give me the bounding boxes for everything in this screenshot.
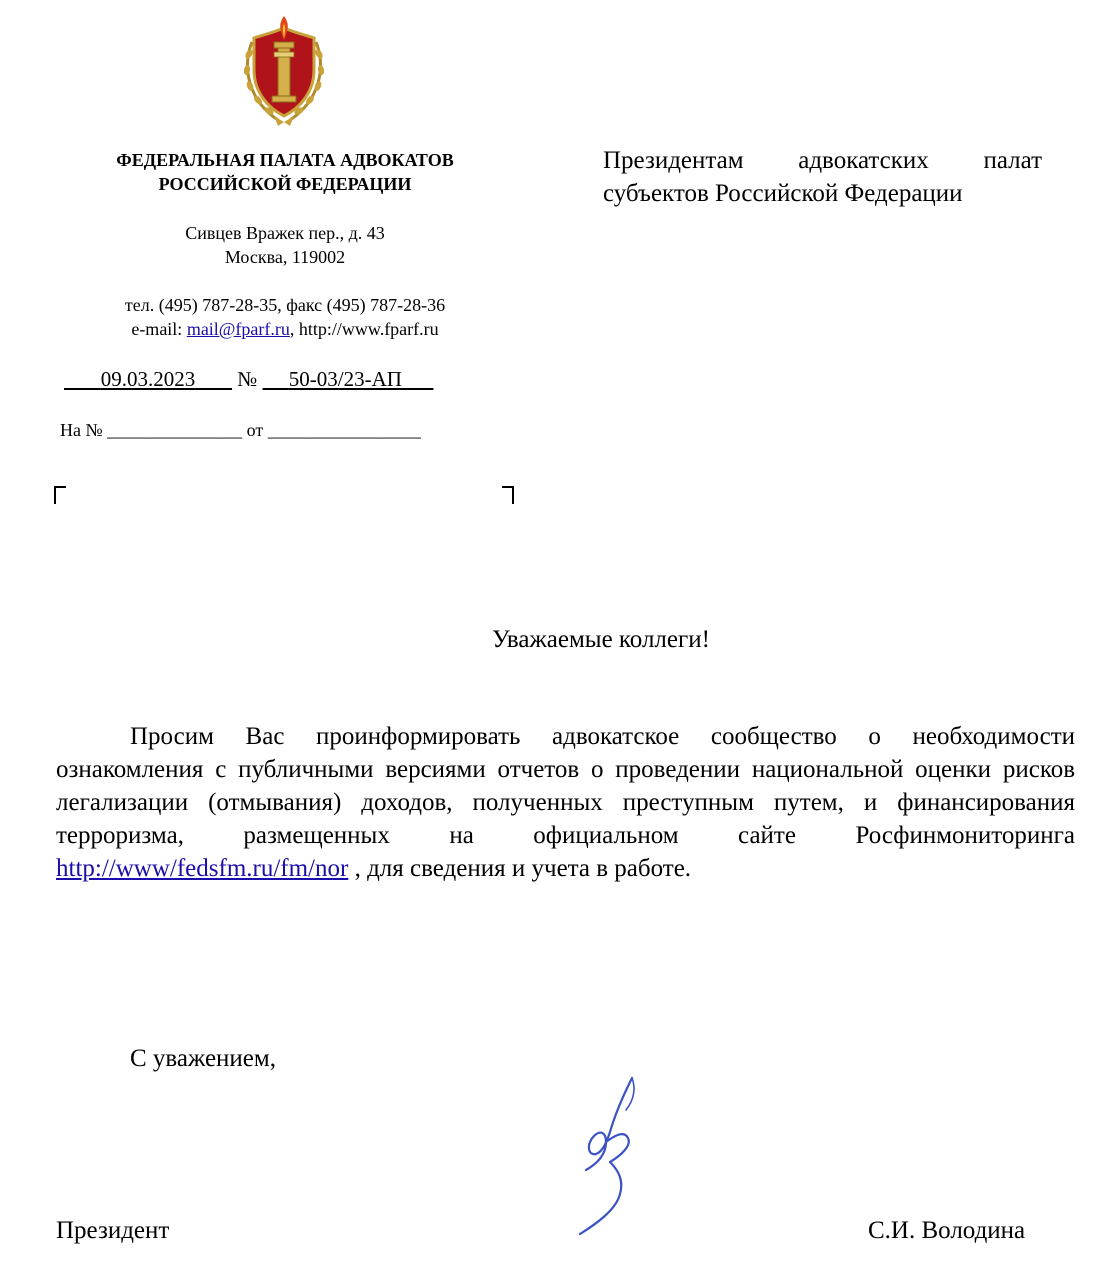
- address-city: Москва, 119002: [224, 247, 346, 267]
- reference-number-sign: №: [237, 367, 258, 391]
- salutation: [0, 624, 1098, 656]
- emblem-logo: [238, 12, 330, 130]
- rosfinmonitoring-link[interactable]: http://www/fedsfm.ru/fm/nor: [56, 855, 349, 882]
- body-paragraph: [56, 720, 1075, 885]
- reference-line: [64, 364, 433, 394]
- email-label: e-mail:: [131, 319, 187, 339]
- reference-number-field: [263, 367, 434, 391]
- email-website-separator: ,: [289, 319, 299, 339]
- addressee-block: [603, 144, 1042, 210]
- address-street: Сивцев Вражек пер., д. 43: [185, 223, 385, 243]
- organization-name: [40, 148, 530, 196]
- email-website-line: [40, 317, 530, 341]
- email-link[interactable]: mail@fparf.ru: [186, 319, 290, 339]
- organization-name-line2: РОССИЙСКОЙ ФЕДЕРАЦИИ: [158, 174, 412, 194]
- reply-number-label: На №: [60, 420, 103, 440]
- signer-title: Президент: [56, 1217, 170, 1244]
- reference-number: 50-03/23-АП: [288, 367, 402, 391]
- reference-date: 09.03.2023: [100, 367, 196, 391]
- handwritten-signature: [566, 1070, 656, 1240]
- salutation-text: Уважаемые коллеги!: [492, 626, 710, 653]
- organization-address: [40, 221, 530, 269]
- website-text: http://www.fparf.ru: [298, 319, 439, 339]
- reply-date-blank: _________________: [267, 420, 421, 440]
- body-text-before-link: Просим Вас проинформировать адвокатское сообщество о необходимости ознакомления с публичными версиями отчетов о проведении национальной оценки рисков легализации (отмывания) доходов, полученных преступным путем, и финансирования терроризма, размещенных на официальном сайте Росфинмониторинга: [56, 723, 1075, 849]
- reply-number-blank: _______________: [107, 420, 243, 440]
- organization-contacts: [40, 293, 530, 341]
- body-text-after-link: , для сведения и учета в работе.: [348, 855, 692, 882]
- corner-bracket-right: [502, 486, 514, 504]
- reply-from-label: от: [246, 420, 264, 440]
- signer-name: С.И. Володина: [868, 1217, 1026, 1244]
- closing-regards: С уважением,: [130, 1045, 276, 1072]
- addressee-line1: Президентам адвокатских палат: [603, 147, 1042, 174]
- reference-date-field: [64, 367, 232, 391]
- corner-bracket-left: [54, 486, 66, 504]
- addressee-line2: субъектов Российской Федерации: [603, 180, 963, 207]
- organization-name-line1: ФЕДЕРАЛЬНАЯ ПАЛАТА АДВОКАТОВ: [116, 150, 454, 170]
- reply-reference-line: [60, 418, 421, 442]
- phone-fax: тел. (495) 787-28-35, факс (495) 787-28-36: [124, 295, 446, 315]
